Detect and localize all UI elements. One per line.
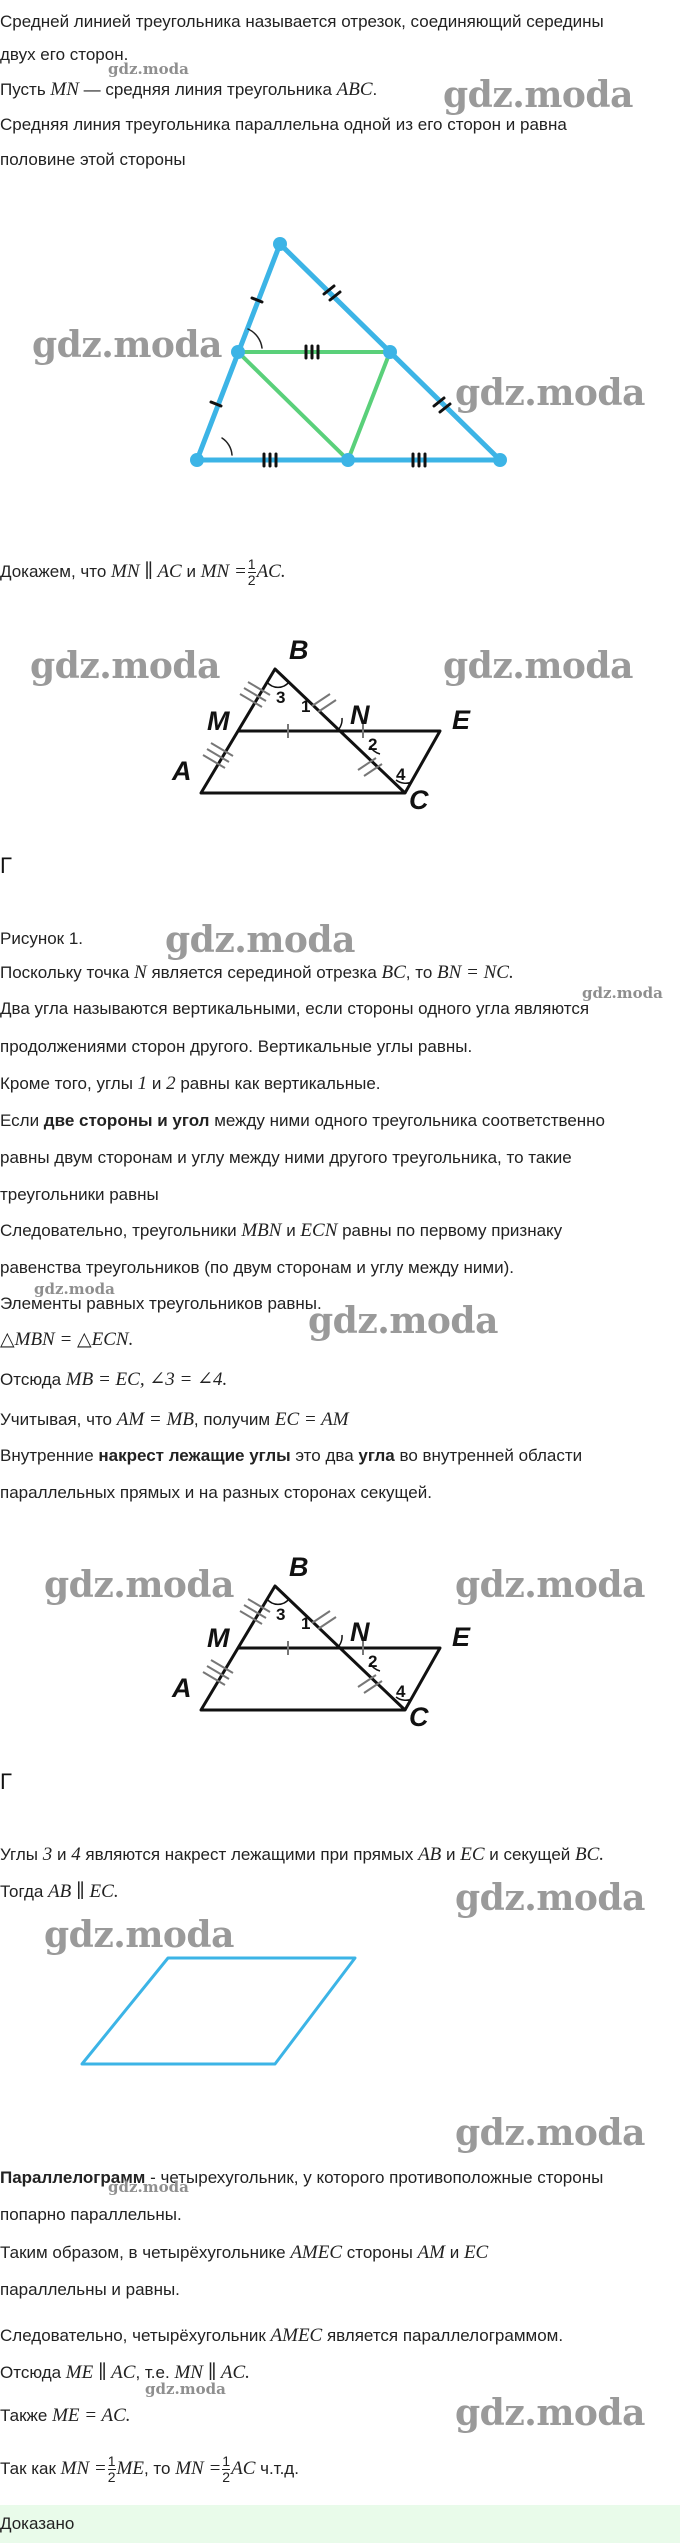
definition-line-1: Средней линией треугольника называется отрезок, соединяющий середины xyxy=(0,12,604,31)
conclusion-line-6: Так как MN = $\frac{1}{2}$ ME, то MN = $\frac{1}{2}$ AC ч.т.д. xyxy=(0,2453,299,2486)
conclusion-line-5: Также ME = AC. xyxy=(0,2405,131,2426)
watermark: gdz.moda xyxy=(32,324,222,366)
point-c-label: C xyxy=(409,785,429,815)
watermark: gdz.moda xyxy=(455,1877,645,1919)
angle-2-label: 2 xyxy=(368,735,378,754)
proof-line-3: продолжениями сторон другого. Вертикальные углы равны. xyxy=(0,1037,473,1056)
watermark-small: gdz.moda xyxy=(582,984,663,1002)
proof-line-15: параллельных прямых и на разных сторонах секущей. xyxy=(0,1483,432,1502)
conclusion-line-1: Таким образом, в четырёхугольнике AMEC стороны AM и EC xyxy=(0,2242,489,2263)
proof-line-5: Если две стороны и угол между ними одного треугольника соответственно xyxy=(0,1111,606,1130)
definition-line-4: Средняя линия треугольника параллельна одной из его сторон и равна xyxy=(0,115,567,134)
watermark: gdz.moda xyxy=(30,645,220,687)
proof-line-13: Учитывая, что AM = MB, получим EC = AM xyxy=(0,1409,349,1430)
angle-4-label: 4 xyxy=(396,1682,406,1701)
angle-4-label: 4 xyxy=(396,765,406,784)
proof-line-12: Отсюда MB = EC, ∠3 = ∠4. xyxy=(0,1369,228,1390)
proof-line-10: Элементы равных треугольников равны. xyxy=(0,1294,322,1313)
watermark: gdz.moda xyxy=(165,919,355,961)
watermark: gdz.moda xyxy=(443,74,633,116)
parallel-conclusion-line: Тогда AB ∥ EC. xyxy=(0,1881,119,1902)
point-c-label: C xyxy=(409,1702,429,1732)
point-n-label: N xyxy=(350,1617,370,1647)
point-a-label: A xyxy=(172,756,192,786)
watermark: gdz.moda xyxy=(443,645,633,687)
watermark-small: gdz.moda xyxy=(145,2380,226,2398)
angle-2-label: 2 xyxy=(368,1652,378,1671)
proof-line-4: Кроме того, углы 1 и 2 равны как вертикальные. xyxy=(0,1073,381,1094)
angle-1-label: 1 xyxy=(301,1614,311,1633)
proof-line-14: Внутренние накрест лежащие углы это два угла во внутренней области xyxy=(0,1446,583,1465)
point-m-label: M xyxy=(207,706,230,736)
prove-statement: Докажем, что MN ∥ AC и MN = $\frac{1}{2}$ AC. xyxy=(0,556,286,589)
point-b-label: B xyxy=(289,1552,309,1582)
watermark-small: gdz.moda xyxy=(108,60,189,78)
point-n-label: N xyxy=(350,700,370,730)
watermark: gdz.moda xyxy=(455,2112,645,2154)
definition-line-2: двух его сторон. xyxy=(0,45,129,64)
alternate-angles-line: Углы 3 и 4 являются накрест лежащими при прямых AB и EC и секущей BC. xyxy=(0,1844,605,1865)
watermark: gdz.moda xyxy=(44,1914,234,1956)
proof-line-9: равенства треугольников (по двум сторонам и углу между ними). xyxy=(0,1258,514,1277)
angle-3-label: 3 xyxy=(276,688,286,707)
watermark: gdz.moda xyxy=(455,2392,645,2434)
parallelogram-definition-line-1: Параллелограмм - четырехугольник, у которого противоположные стороны xyxy=(0,2168,604,2187)
point-a-label: A xyxy=(172,1673,192,1703)
watermark-small: gdz.moda xyxy=(108,2178,189,2196)
conclusion-line-2: параллельны и равны. xyxy=(0,2280,180,2299)
point-m-label: M xyxy=(207,1623,230,1653)
figure-corner-mark: Г xyxy=(0,853,12,878)
angle-3-label: 3 xyxy=(276,1605,286,1624)
point-e-label: E xyxy=(452,1622,471,1652)
proof-line-1: Поскольку точка N является серединой отрезка BC, то BN = NC. xyxy=(0,962,514,983)
point-e-label: E xyxy=(452,705,471,735)
proved-label: Доказано xyxy=(0,2514,75,2533)
watermark: gdz.moda xyxy=(455,1564,645,1606)
conclusion-line-4: Отсюда ME ∥ AC, т.е. MN ∥ AC. xyxy=(0,2362,250,2383)
definition-line-3: Пусть MN — средняя линия треугольника ABC. xyxy=(0,79,378,100)
point-b-label: B xyxy=(289,635,309,665)
proved-banner xyxy=(0,2505,680,2543)
figure-caption: Рисунок 1. xyxy=(0,929,84,948)
parallelogram-definition-line-2: попарно параллельны. xyxy=(0,2205,182,2224)
figure-corner-mark: Г xyxy=(0,1769,12,1794)
parallelogram-figure xyxy=(0,1950,680,2080)
watermark: gdz.moda xyxy=(455,372,645,414)
conclusion-line-3: Следовательно, четырёхугольник AMEC является параллелограммом. xyxy=(0,2325,564,2346)
definition-line-5: половине этой стороны xyxy=(0,150,186,169)
watermark: gdz.moda xyxy=(308,1300,498,1342)
proof-line-2: Два угла называются вертикальными, если стороны одного угла являются xyxy=(0,999,590,1018)
proof-line-8: Следовательно, треугольники MBN и ECN равны по первому признаку xyxy=(0,1220,563,1241)
proof-line-6: равны двум сторонам и углу между ними другого треугольника, то такие xyxy=(0,1148,572,1167)
angle-1-label: 1 xyxy=(301,697,311,716)
proof-line-11: △MBN = △ECN. xyxy=(0,1329,134,1350)
watermark-small: gdz.moda xyxy=(34,1280,115,1298)
proof-line-7: треугольники равны xyxy=(0,1185,159,1204)
watermark: gdz.moda xyxy=(44,1564,234,1606)
